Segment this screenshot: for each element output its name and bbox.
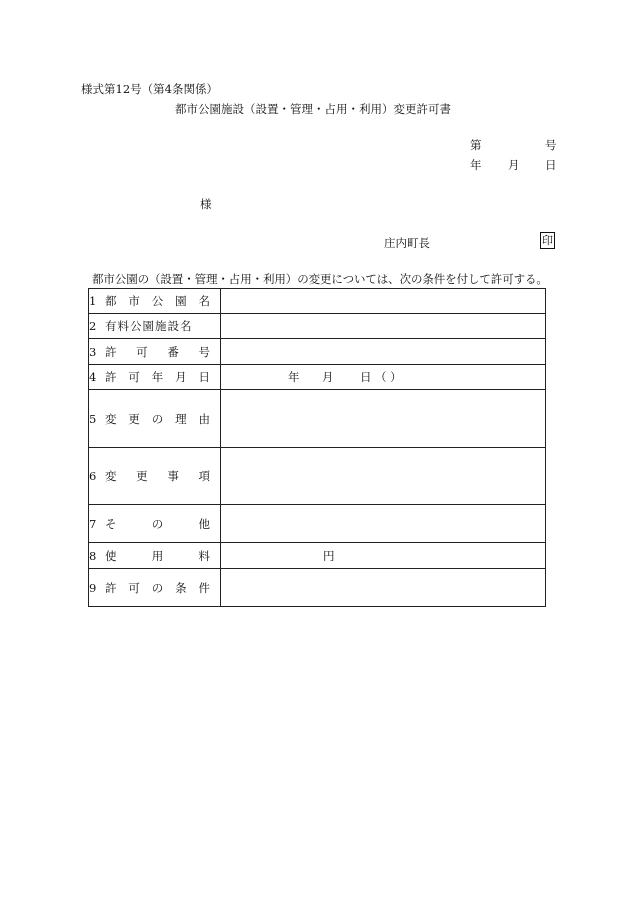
document-number-prefix: 第 <box>470 138 482 152</box>
row-label <box>89 569 221 607</box>
row-value-cell <box>221 314 546 339</box>
row-number: 8 <box>89 548 97 563</box>
row-label <box>89 365 221 390</box>
row-number: 6 <box>89 469 97 483</box>
row-number: 7 <box>89 516 97 531</box>
row-label-text: 許 可 の 条 件 <box>105 580 210 595</box>
row-label <box>89 289 221 314</box>
row-label <box>89 505 221 543</box>
permit-date-month: 月 <box>322 370 334 384</box>
usage-fee-unit: 円 <box>323 548 335 563</box>
row-label-text: 使 用 料 <box>105 548 210 563</box>
row-label-text: 都 市 公 園 名 <box>105 294 210 308</box>
row-value-cell <box>221 365 546 390</box>
row-number: 9 <box>89 580 97 595</box>
table-row <box>89 543 546 569</box>
row-label <box>89 448 221 505</box>
issue-date-day: 日 <box>545 158 557 172</box>
row-label-text: 有料公園施設名 <box>105 319 193 333</box>
issue-date-year: 年 <box>470 158 482 172</box>
table-row <box>89 289 546 314</box>
row-number: 2 <box>89 319 97 333</box>
row-label <box>89 339 221 365</box>
document-title: 都市公園施設（設置・管理・占用・利用）変更許可書 <box>175 102 451 116</box>
row-label-text: 変 更 の 理 由 <box>105 411 210 426</box>
permit-date-weekday: （ ） <box>375 370 402 384</box>
row-number: 5 <box>89 411 97 426</box>
permit-date-day: 日 <box>360 370 372 384</box>
row-number: 1 <box>89 294 97 308</box>
table-row <box>89 314 546 339</box>
row-label <box>89 543 221 569</box>
permit-date-year: 年 <box>288 370 300 384</box>
row-value-cell <box>221 505 546 543</box>
document-number-suffix: 号 <box>545 138 557 152</box>
row-value-cell <box>221 448 546 505</box>
row-number: 3 <box>89 344 97 359</box>
row-label-text: 変 更 事 項 <box>105 469 210 483</box>
permit-statement: 都市公園の（設置・管理・占用・利用）の変更については、次の条件を付して許可する。 <box>92 272 548 286</box>
row-number: 4 <box>89 370 97 384</box>
issue-date-month: 月 <box>508 158 520 172</box>
row-label <box>89 314 221 339</box>
table-row <box>89 448 546 505</box>
table-row <box>89 339 546 365</box>
row-value-cell <box>221 339 546 365</box>
table-row <box>89 569 546 607</box>
row-value-cell <box>221 569 546 607</box>
permit-table <box>88 288 546 607</box>
row-label-text: 許 可 年 月 日 <box>105 370 210 384</box>
addressee-honorific: 様 <box>200 197 212 211</box>
row-label-text: 許 可 番 号 <box>105 344 210 359</box>
table-row <box>89 390 546 448</box>
issuer-title: 庄内町長 <box>384 236 430 250</box>
seal-mark: 印 <box>542 234 553 247</box>
row-label-text: そ の 他 <box>105 516 210 531</box>
row-label <box>89 390 221 448</box>
row-value-cell <box>221 289 546 314</box>
table-row <box>89 505 546 543</box>
form-number: 様式第12号（第4条関係） <box>81 82 218 96</box>
row-value-cell <box>221 543 546 569</box>
table-row <box>89 365 546 390</box>
row-value-cell <box>221 390 546 448</box>
